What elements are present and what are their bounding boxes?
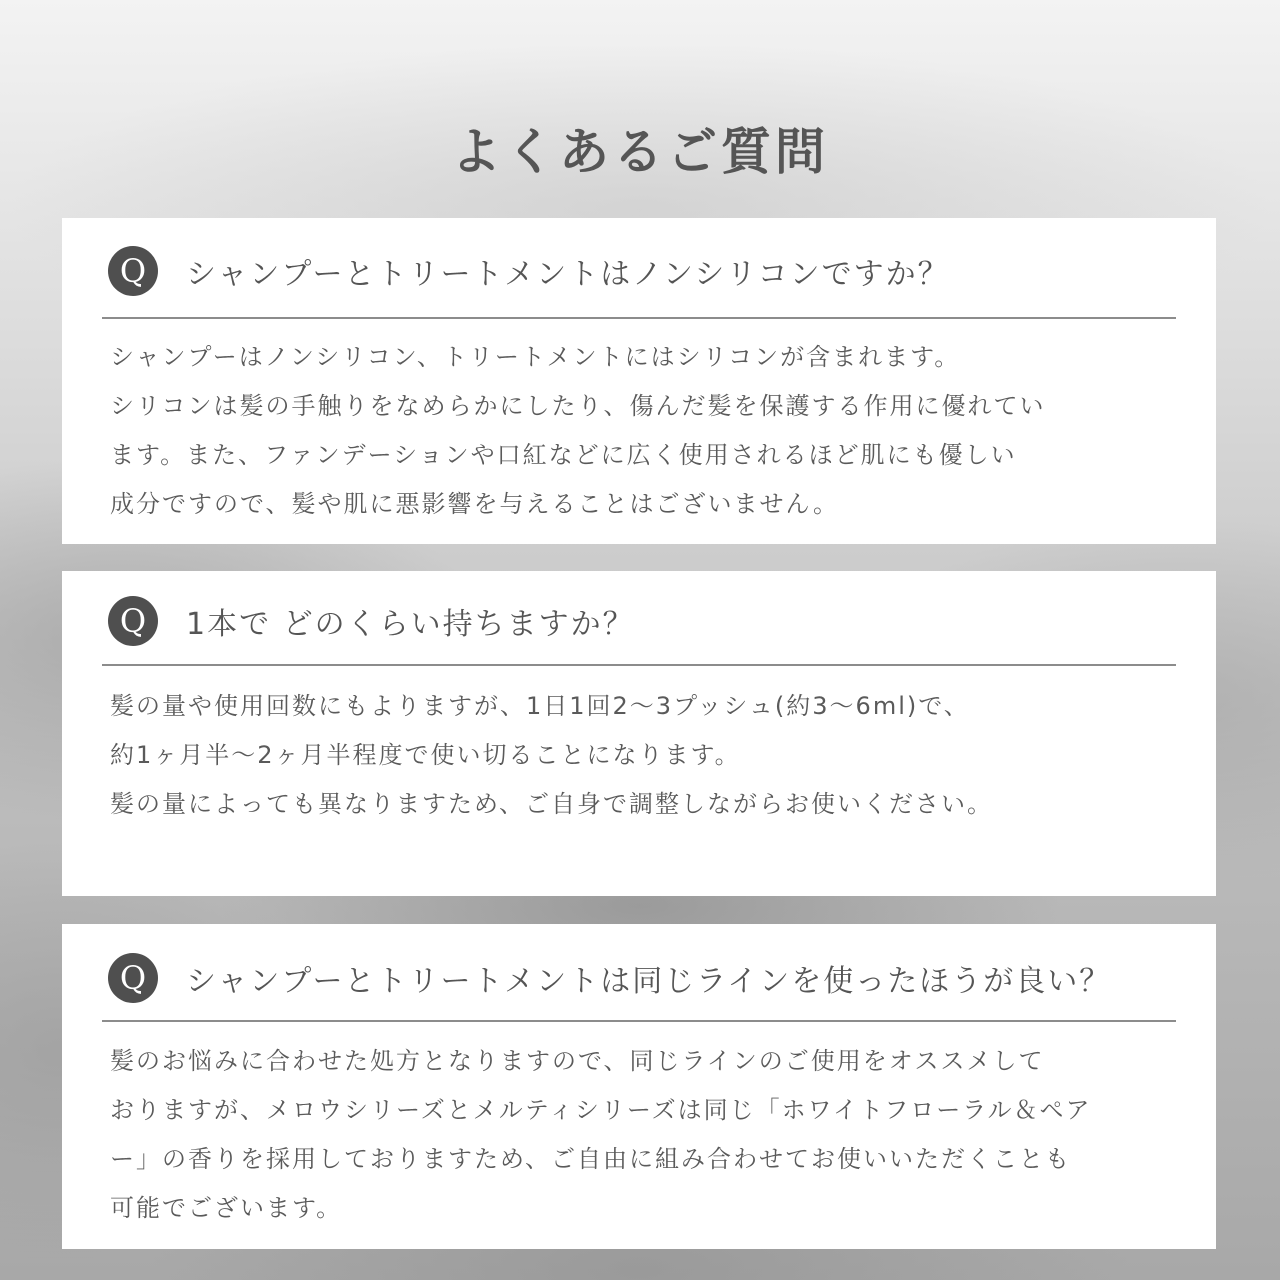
faq-answer (110, 682, 1170, 829)
answer-line: 髪の量や使用回数にもよりますが、1日1回2〜3プッシュ(約3〜6ml)で、 (110, 692, 970, 720)
faq-divider (102, 317, 1176, 319)
faq-answer (110, 333, 1170, 529)
faq-question-row (108, 953, 1111, 1003)
faq-question: 1本で どのくらい持ちますか？ (186, 607, 635, 642)
answer-line: シリコンは髪の手触りをなめらかにしたり、傷んだ髪を保護する作用に優れてい (110, 392, 1046, 420)
faq-answer (110, 1037, 1170, 1233)
answer-line: 可能でございます。 (110, 1194, 343, 1222)
answer-line: おりますが、メロウシリーズとメルティシリーズは同じ「ホワイトフローラル＆ペア (110, 1096, 1092, 1124)
faq-card-2 (62, 571, 1216, 896)
faq-divider (102, 1020, 1176, 1022)
answer-line: ます。また、ファンデーションや口紅などに広く使用されるほど肌にも優しい (110, 441, 1017, 469)
q-badge-icon: Q (108, 246, 158, 296)
faq-question: シャンプーとトリートメントはノンシリコンですか？ (186, 257, 950, 292)
answer-line: 成分ですので、髪や肌に悪影響を与えることはございません。 (110, 490, 839, 518)
answer-line: 髪の量によっても異なりますため、ご自身で調整しながらお使いください。 (110, 790, 994, 818)
answer-line: シャンプーはノンシリコン、トリートメントにはシリコンが含まれます。 (110, 343, 961, 371)
q-badge-icon: Q (108, 596, 158, 646)
faq-card-1 (62, 218, 1216, 544)
page-title: よくあるご質問 (451, 121, 829, 181)
q-badge-icon: Q (108, 953, 158, 1003)
faq-question-row (108, 246, 950, 296)
answer-line: 髪のお悩みに合わせた処方となりますので、同じラインのご使用をオススメして (110, 1047, 1045, 1075)
answer-line: ー」の香りを採用しておりますため、ご自由に組み合わせてお使いいただくことも (110, 1145, 1072, 1173)
faq-question-row (108, 596, 635, 646)
faq-card-3 (62, 924, 1216, 1249)
answer-line: 約1ヶ月半〜2ヶ月半程度で使い切ることになります。 (110, 741, 741, 769)
faq-question: シャンプーとトリートメントは同じラインを使ったほうが良い？ (186, 964, 1112, 999)
faq-divider (102, 664, 1176, 666)
